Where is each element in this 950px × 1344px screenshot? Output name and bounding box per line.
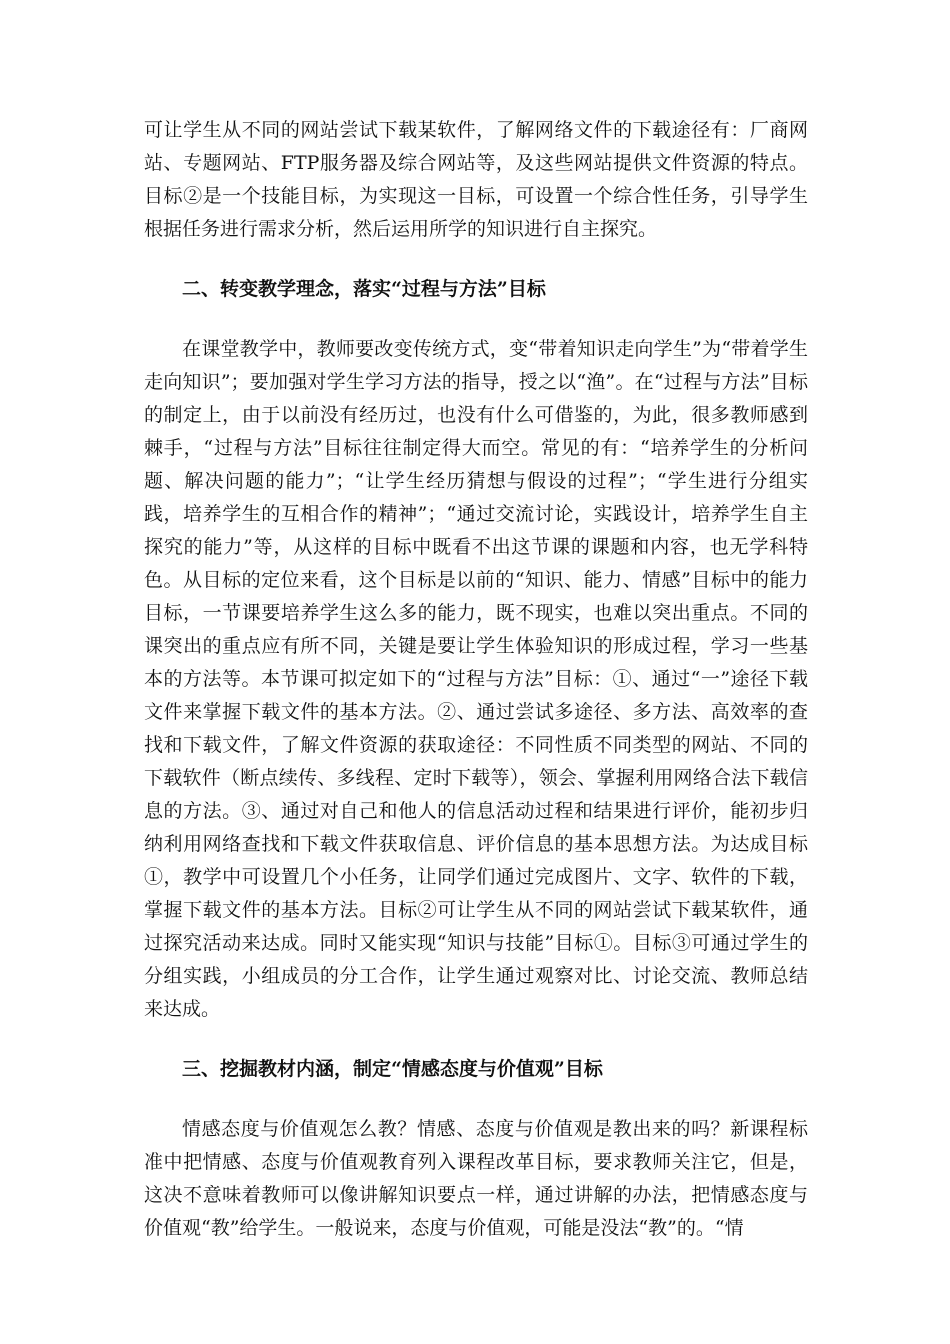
section-heading-emotion-values: 三、挖掘教材内涵，制定“情感态度与价值观”目标 [182,1058,603,1080]
section-heading-process-method: 二、转变教学理念，落实“过程与方法”目标 [182,278,546,300]
paragraph-download-targets: 可让学生从不同的网站尝试下载某软件，了解网络文件的下载途径有：厂商网站、专题网站、FTP服务器及综合网站等，及这些网站提供文件资源的特点。目标②是一个技能目标，为实现这一目标，可设置一个综合性任务，引导学生根据任务进行需求分析，然后运用所学的知识进行自主探究。 [144,119,808,240]
paragraph-emotion-values: 情感态度与价值观怎么教？情感、态度与价值观是教出来的吗？新课程标准中把情感、态度与价值观教育列入课程改革目标，要求教师关注它，但是，这决不意味着教师可以像讲解知识要点一样，通过讲解的办法，把情感态度与价值观“教”给学生。一般说来，态度与价值观，可能是没法“教”的。“情 [144,1118,808,1239]
document-page [144,114,808,1245]
paragraph-process-method: 在课堂教学中，教师要改变传统方式，变“带着知识走向学生”为“带着学生走向知识”；要加强对学生学习方法的指导，授之以“渔”。在“过程与方法”目标的制定上，由于以前没有经历过，也没有什么可借鉴的，为此，很多教师感到棘手，“过程与方法”目标往往制定得大而空。常见的有：“培养学生的分析问题、解决问题的能力”；“让学生经历猜想与假设的过程”；“学生进行分组实践，培养学生的互相合作的精神”；“通过交流讨论，实践设计，培养学生自主探究的能力”等，从这样的目标中既看不出这节课的课题和内容，也无学科特色。从目标的定位来看，这个目标是以前的“知识、能力、情感”目标中的能力目标，一节课要培养学生这么多的能力，既不现实，也难以突出重点。不同的课突出的重点应有所不同，关键是要让学生体验知识的形成过程，学习一些基本的方法等。本节课可拟定如下的“过程与方法”目标：①、通过“一”途径下载文件来掌握下载文件的基本方法。②、通过尝试多途径、多方法、高效率的查找和下载文件，了解文件资源的获取途径：不同性质不同类型的网站、不同的下载软件（断点续传、多线程、定时下载等），领会、掌握利用网络合法下载信息的方法。③、通过对自己和他人的信息活动过程和结果进行评价，能初步归纳利用网络查找和下载文件获取信息、评价信息的基本思想方法。为达成目标①，教学中可设置几个小任务，让同学们通过完成图片、文字、软件的下载，掌握下载文件的基本方法。目标②可让学生从不同的网站尝试下载某软件，通过探究活动来达成。同时又能实现“知识与技能”目标①。目标③可通过学生的分组实践，小组成员的分工合作，让学生通过观察对比、讨论交流、教师总结来达成。 [144,338,808,1020]
